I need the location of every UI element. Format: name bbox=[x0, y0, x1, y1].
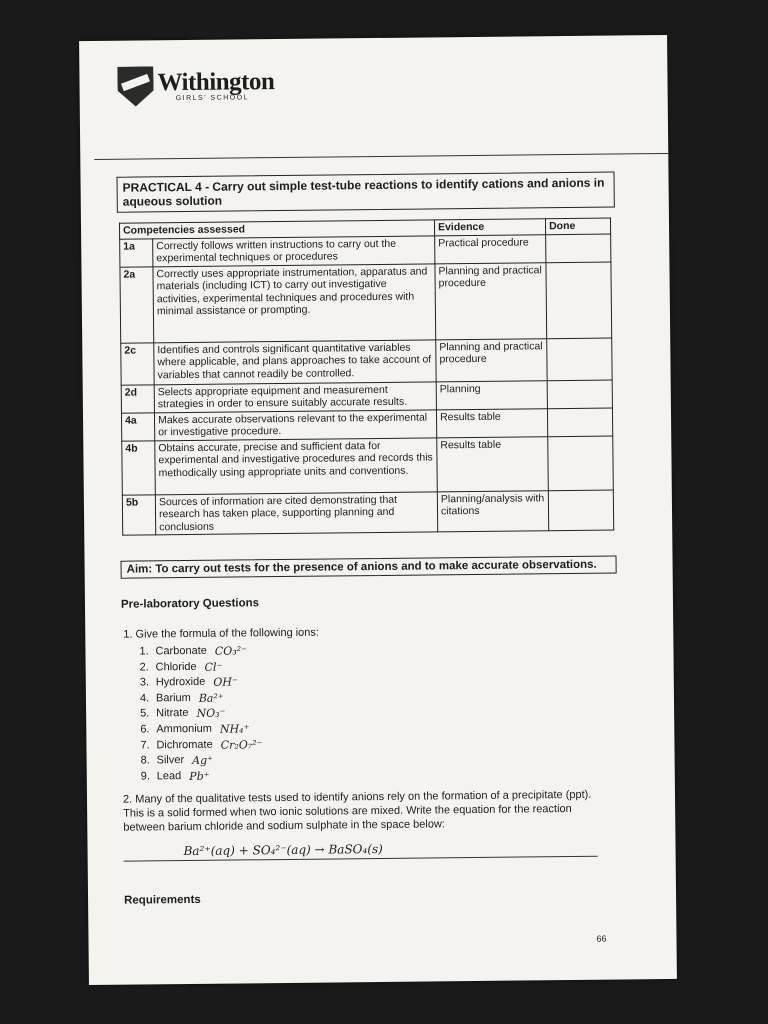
row-text: Obtains accurate, precise and sufficient data for experimental and investigative procedures and records this methodically using appropriate units and conventions. bbox=[155, 437, 438, 494]
page-number: 66 bbox=[596, 933, 607, 944]
handwritten-answer: Ba²⁺ bbox=[198, 691, 224, 705]
ion-name: Hydroxide bbox=[155, 676, 206, 689]
handwritten-answer: NO₃⁻ bbox=[196, 706, 226, 721]
row-done-cell bbox=[548, 436, 614, 491]
school-name: Withington bbox=[157, 67, 275, 96]
aim-statement: Aim: To carry out tests for the presence of anions and to make accurate observations. bbox=[121, 556, 617, 579]
row-text: Makes accurate observations relevant to the experimental or investigative procedure. bbox=[154, 409, 436, 440]
row-done-cell bbox=[548, 490, 613, 531]
prelab-title: Pre-laboratory Questions bbox=[120, 597, 260, 611]
handwritten-answer: Cl⁻ bbox=[204, 660, 223, 674]
row-done-cell bbox=[546, 234, 611, 263]
handwritten-answer: Pb⁺ bbox=[189, 769, 210, 783]
row-evidence: Planning and practical procedure bbox=[435, 262, 547, 339]
row-text: Sources of information are cited demonstrating that research has taken place, supporting planning and conclusions bbox=[155, 491, 437, 534]
handwritten-equation: Ba²⁺(aq) + SO₄²⁻(aq) → BaSO₄(s) bbox=[183, 841, 383, 859]
row-evidence: Practical procedure bbox=[435, 234, 546, 263]
row-evidence: Planning and practical procedure bbox=[436, 338, 547, 381]
header-done: Done bbox=[545, 218, 610, 234]
row-evidence: Planning/analysis with citations bbox=[437, 490, 548, 532]
row-text: Correctly follows written instructions to carry out the experimental techniques or procedures bbox=[153, 235, 435, 266]
row-code: 2a bbox=[120, 266, 154, 342]
list-item: 6. Ammonium NH₄⁺ bbox=[140, 721, 262, 738]
row-done-cell bbox=[547, 338, 612, 381]
header-divider bbox=[94, 153, 668, 160]
row-code: 4b bbox=[122, 440, 156, 494]
row-code: 5b bbox=[122, 494, 155, 535]
handwritten-answer: NH₄⁺ bbox=[219, 722, 250, 736]
row-done-cell bbox=[546, 262, 612, 339]
practical-title: PRACTICAL 4 - Carry out simple test-tube reactions to identify cations and anions in aqueous solution bbox=[116, 172, 614, 213]
header-competency: Competencies assessed bbox=[119, 220, 434, 239]
ion-name: Ammonium bbox=[156, 722, 212, 736]
handwritten-answer: OH⁻ bbox=[213, 675, 238, 689]
ion-name: Silver bbox=[156, 754, 185, 767]
row-evidence: Results table bbox=[437, 436, 549, 491]
ion-name: Barium bbox=[155, 691, 191, 705]
header-evidence: Evidence bbox=[434, 219, 545, 236]
handwritten-answer: CO₃²⁻ bbox=[214, 644, 247, 658]
list-item: 3. Hydroxide OH⁻ bbox=[140, 674, 262, 691]
question-2: 2. Many of the qualitative tests used to identify anions rely on the formation of a precipitate (ppt). This is a solid formed when two ionic solutions are mixed. Write the equation for the reaction between barium chloride and sodium sulphate in the space below: bbox=[122, 788, 592, 834]
ion-name: Chloride bbox=[155, 660, 197, 673]
question-1: 1. Give the formula of the following ions: bbox=[123, 626, 320, 641]
table-row bbox=[122, 436, 614, 495]
list-item: 1. Carbonate CO₃²⁻ bbox=[139, 643, 261, 660]
row-text: Selects appropriate equipment and measurement strategies in order to ensure suitably accurate results. bbox=[154, 381, 436, 412]
row-code: 1a bbox=[120, 238, 153, 266]
worksheet-page bbox=[79, 35, 677, 985]
ion-name: Carbonate bbox=[155, 644, 207, 658]
requirements-heading: Requirements bbox=[124, 893, 201, 907]
list-item: 4. Barium Ba²⁺ bbox=[140, 690, 262, 707]
row-evidence: Planning bbox=[436, 380, 547, 409]
row-text: Correctly uses appropriate instrumentation, apparatus and materials (including ICT) to carry out investigative activities, experimental techniques and procedures with minimal assistance or prompting. bbox=[153, 263, 436, 342]
table-row bbox=[120, 262, 612, 343]
row-done-cell bbox=[547, 408, 612, 437]
row-code: 2c bbox=[121, 342, 154, 384]
row-code: 4a bbox=[121, 412, 154, 440]
ion-name: Dichromate bbox=[156, 738, 213, 751]
school-logo bbox=[117, 65, 274, 107]
ion-list bbox=[139, 643, 262, 785]
list-item: 2. Chloride Cl⁻ bbox=[140, 659, 262, 676]
ion-name: Nitrate bbox=[156, 707, 189, 720]
list-item: 5. Nitrate NO₃⁻ bbox=[140, 706, 262, 723]
list-item: 9. Lead Pb⁺ bbox=[140, 769, 210, 783]
crest-icon bbox=[117, 66, 153, 106]
handwritten-answer: Ag⁺ bbox=[192, 753, 213, 768]
list-item: 8. Silver Ag⁺ bbox=[140, 753, 213, 768]
handwritten-answer: Cr₂O₇²⁻ bbox=[220, 737, 263, 752]
row-evidence: Results table bbox=[436, 408, 547, 437]
table-row bbox=[121, 338, 612, 385]
competencies-table bbox=[119, 218, 614, 536]
list-item: 7. Dichromate Cr₂O₇²⁻ bbox=[140, 737, 262, 754]
row-code: 2d bbox=[121, 384, 154, 412]
school-subtitle: GIRLS' SCHOOL bbox=[175, 93, 250, 102]
row-text: Identifies and controls significant quantitative variables where applicable, and plans approaches to take account of variables that cannot readily be controlled. bbox=[154, 339, 436, 384]
row-done-cell bbox=[547, 380, 612, 409]
ion-name: Lead bbox=[156, 769, 182, 783]
table-row bbox=[122, 490, 613, 536]
